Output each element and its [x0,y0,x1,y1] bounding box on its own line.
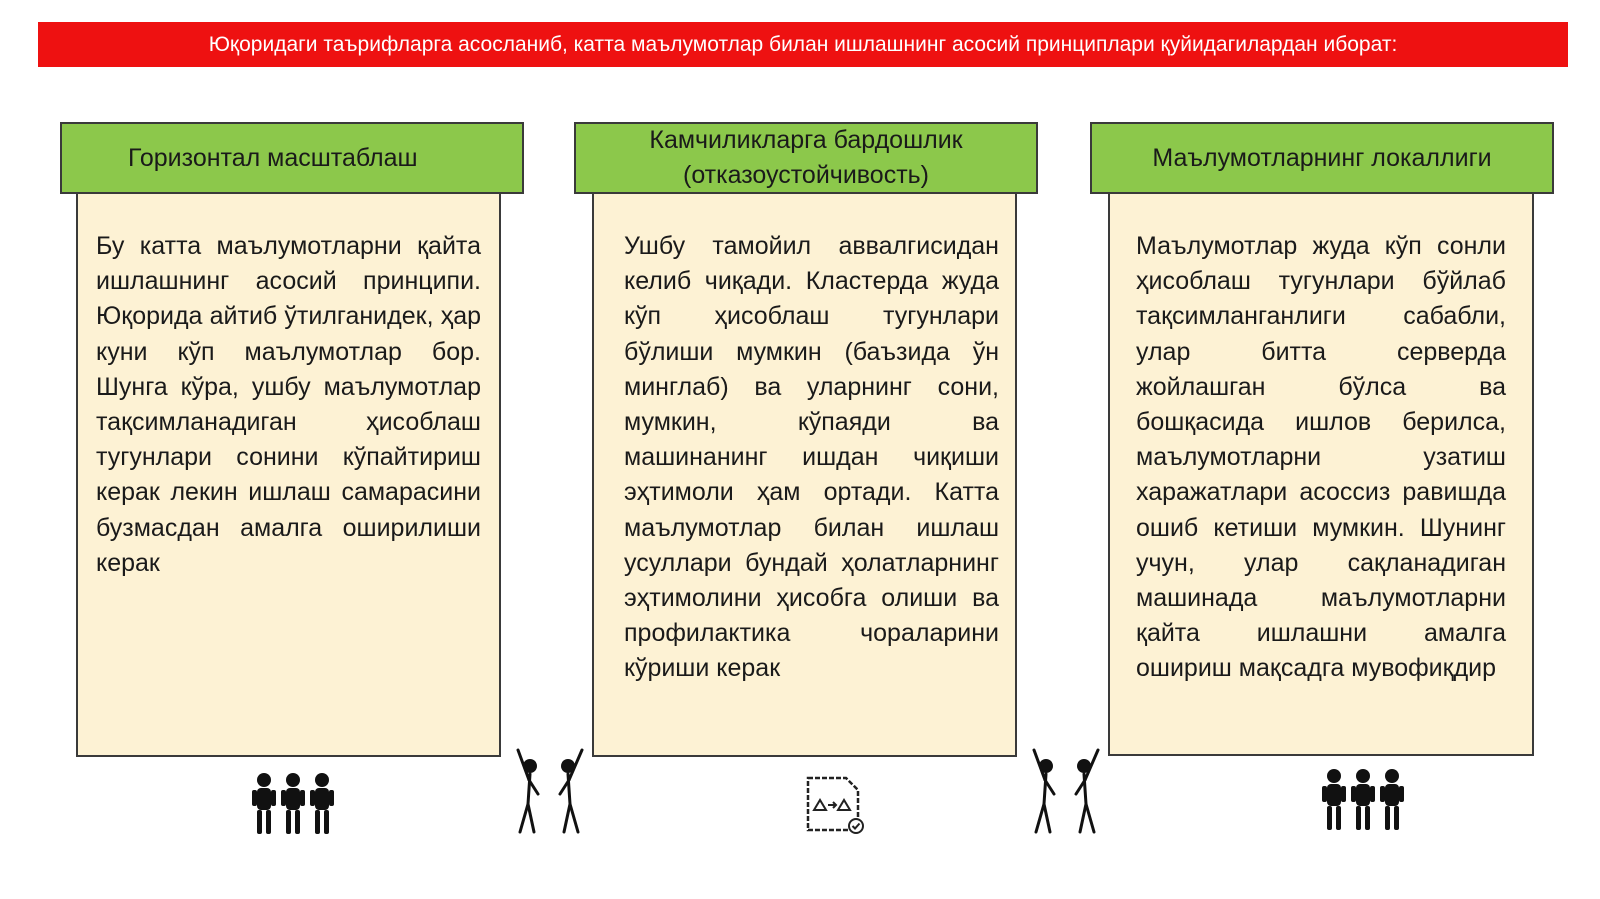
document-transform-icon [804,776,868,838]
column-body-horizontal-scaling [76,194,501,757]
column-text: Бу катта маълумотларни қайта ишлашнинг асосий принципи. Юқорида айтиб ўтилганидек, ҳар куни кўп маълумотлар бор. Шунга кўра, ушбу маълумотлар тақсимланадиган ҳисоблаш тугунлари сонини кўпайтириш керак лекин ишлаш самарасини бузмасдан амалга оширилиши керак [96,232,481,577]
column-body-fault-tolerance [592,194,1017,757]
column-text: Маълумотлар жуда кўп сонли ҳисоблаш тугунлари бўйлаб тақсимланганлиги сабабли, улар битта серверда жойлашган бўлса ва бошқасида ишлов берилса, маълумотларни узатиш харажатлари асоссиз равишда ошиб кетиши мумкин. Шунинг учун, улар сақланадиган машинада маълумотларни қайта ишлашни амалга ошириш мақсадга мувофиқдир [1136,232,1506,683]
title-banner: Юқоридаги таърифларга асосланиб, катта маълумотлар билан ишлашнинг асосий принциплари қуйидагилардан иборат: [38,22,1568,67]
column-header-data-locality [1090,122,1554,194]
column-title: Горизонтал масштаблаш [128,143,418,172]
column-title: Маълумотларнинг локаллиги [1152,143,1492,172]
column-header-fault-tolerance [574,122,1038,194]
talking-people-icon [1026,744,1106,840]
people-group-icon [1318,766,1408,836]
column-body-data-locality [1108,194,1534,756]
column-header-horizontal-scaling [60,122,524,194]
talking-people-icon [510,744,590,840]
people-group-icon [248,770,338,840]
column-text: Ушбу тамойил аввалгисидан келиб чиқади. Кластерда жуда кўп ҳисоблаш тугунлари бўлиши мумкин (баъзида ўн минглаб) ва уларнинг сони, мумкин, кўпаяди ва машинанинг ишдан чиқиши эҳтимоли ҳам ортади. Катта маълумотлар билан ишлаш усуллари бундай ҳолатларнинг эҳтимолини ҳисобга олиши ва профилактика чораларини кўриши керак [624,232,999,683]
column-title: Камчиликларга бардошлик (отказоустойчивость) [649,126,963,189]
